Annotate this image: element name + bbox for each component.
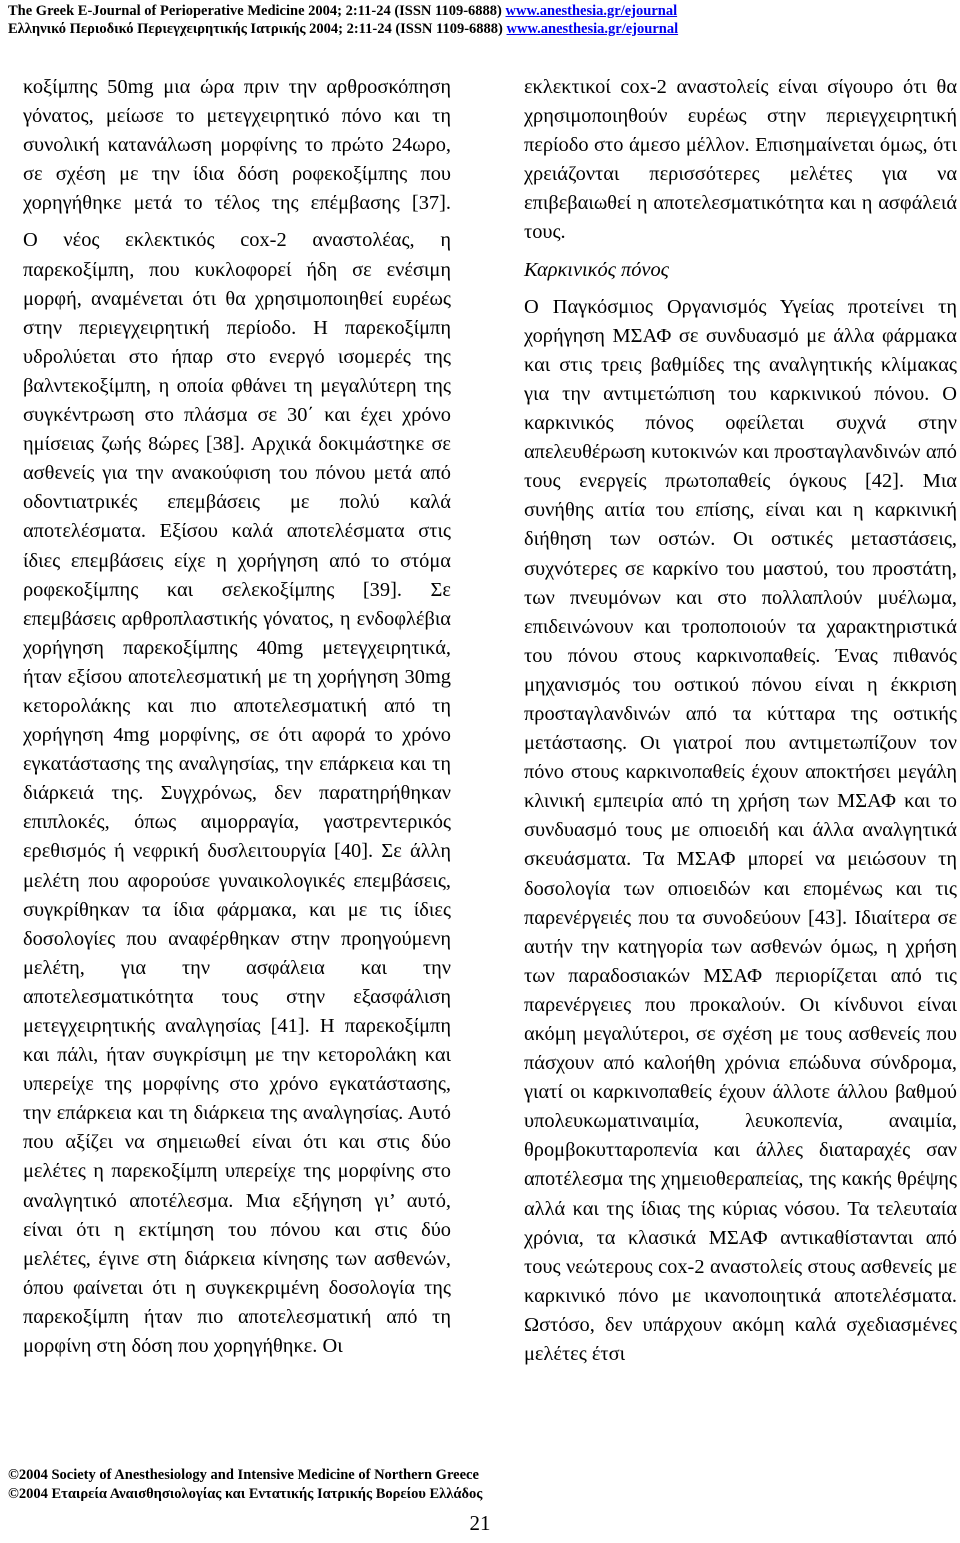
right-paragraph-2: Ο Παγκόσμιος Οργανισμός Υγείας προτείνει τη χορήγηση ΜΣΑΦ σε συνδυασμό με άλλα φάρμακα και στις τρεις βαθμίδες της αναλγητικής κλίμακας για την αντιμετώπιση του καρκινικού πόνου. Ο καρκινικός πόνος οφείλεται συχνά στην απελευθέρωση κυτοκινών και προσταγλανδινών από τους ενεργείς πρωτοπαθείς όγκους [42]. Μια συνήθης αιτία του επίσης, είναι και η καρκινική διήθηση των οστών. Οι οστικές μεταστάσεις, συχνότερες σε καρκίνο του μαστού, του προστάτη, των πνευμόνων και στο πολλαπλούν μυέλωμα, επιδεινώνουν και τροποποιούν τα χαρακτηριστικά του πόνου στους καρκινοπαθείς. Ένας πιθανός μηχανισμός του οστικού πόνου είναι η έκκριση προσταγλανδινών από τα κύτταρα της οστικής μετάστασης. Οι γιατροί που αντιμετωπίζουν τον πόνο στους καρκινοπαθείς έχουν αποκτήσει μεγάλη κλινική εμπειρία από τη χρήση των ΜΣΑΦ και το συνδυασμό τους με οπιοειδή και άλλα αναλγητικά σκευάσματα. Τα ΜΣΑΦ μπορεί να μειώσουν τη δοσολογία των οπιοειδών και επομένως και τις παρενέργειές που τα συνοδεύουν [43]. Ιδιαίτερα σε αυτήν την κατηγορία των ασθενών όμως, η χρήση των παραδοσιακών ΜΣΑΦ περιορίζεται από τις παρενέργειες που προκαλούν. Οι κίνδυνοι είναι ακόμη μεγαλύτεροι, σε σχέση με τους ασθενείς που πάσχουν από καλοήθη χρόνια επώδυνα σύνδρομα, γιατί οι καρκινοπαθείς έχουν άλλοτε άλλου βαθμού υπολευκωματιναιμία, λευκοπενία, αναιμία, θρομβοκυτταροπενία και άλλες διαταραχές σαν αποτέλεσμα της χημειοθεραπείας, της κακής θρέψης αλλά και της ίδιας της κύριας νόσου. Τα τελευταία χρόνια, τα κλασικά ΜΣΑΦ αντικαθίστανται από τους νεώτερους cox-2 αναστολείς στους ασθενείς με καρκινικό πόνο με ικανοποιητικά αποτελέσματα. Ωστόσο, δεν υπάρχουν ακόμη καλά σχεδιασμένες μελέτες έτσι [524, 295, 957, 1366]
section-subheading: Καρκινικός πόνος [524, 258, 669, 281]
page-number: 21 [469, 1511, 491, 1535]
header-citation-english: The Greek E-Journal of Perioperative Medicine 2004; 2:11-24 (ISSN 1109-6888) [8, 3, 506, 19]
journal-header [8, 2, 948, 38]
header-citation-greek: Ελληνικό Περιοδικό Περιεγχειρητικής Ιατρικής 2004; 2:11-24 (ISSN 1109-6888) [8, 21, 507, 37]
header-line-greek [8, 20, 948, 38]
journal-url-link-greek[interactable]: www.anesthesia.gr/ejournal [506, 21, 679, 37]
journal-url-link[interactable]: www.anesthesia.gr/ejournal [505, 3, 678, 19]
left-column [23, 73, 451, 1361]
right-paragraph-1: εκλεκτικοί cox-2 αναστολείς είναι σίγουρο ότι θα χρησιμοποιηθούν ευρέως στην περιεγχειρητική περίοδο στο άμεσο μέλλον. Επισημαίνεται όμως, ότι χρειάζονται περισσότερες μελέτες για να επιβεβαιωθεί η αποτελεσματικότητα και η ασφάλειά τους. [524, 76, 957, 244]
left-paragraph-1: κοξίμπης 50mg μια ώρα πριν την αρθροσκόπηση γόνατος, μείωσε το μετεγχειρητικό πόνο και τη συνολική κατανάλωση μορφίνης το πρώτο 24ωρο, σε σχέση με την ίδια δόση ροφεκοξίμπης που χορηγήθηκε μετά το τέλος της επέμβασης [37]. [23, 76, 451, 215]
copyright-greek: ©2004 Εταιρεία Αναισθησιολογίας και Εντατικής Ιατρικής Βορείου Ελλάδος [8, 1486, 483, 1502]
header-line-english [8, 2, 948, 20]
copyright-footer [8, 1466, 482, 1504]
copyright-english: ©2004 Society of Anesthesiology and Intensive Medicine of Northern Greece [8, 1467, 479, 1483]
right-column [524, 73, 957, 1369]
left-paragraph-2: Ο νέος εκλεκτικός cox-2 αναστολέας, η παρεκοξίμπη, που κυκλοφορεί ήδη σε ενέσιμη μορφή, αναμένεται ότι θα χρησιμοποιηθεί ευρέως στην περιεγχειρητική περίοδο. Η παρεκοξίμπη υδρολύεται στο ήπαρ στο ενεργό ισομερές της βαλντεκοξίμπη, η οποία φθάνει τη μεγαλύτερη της συγκέντρωση στο πλάσμα σε 30΄ και έχει χρόνο ημίσειας ζωής 8ώρες [38]. Αρχικά δοκιμάστηκε σε ασθενείς για την ανακούφιση του πόνου μετά από οδοντιατρικές επεμβάσεις με πολύ καλά αποτελέσματα. Εξίσου καλά αποτελέσματα στις ίδιες επεμβάσεις είχε η χορήγηση από το στόμα ροφεκοξίμπης και σελεκοξίμπης [39]. Σε επεμβάσεις αρθροπλαστικής γόνατος, η ενδοφλέβια χορήγηση παρεκοξίμπης 40mg μετεγχειρητικά, ήταν εξίσου αποτελεσματική με τη χορήγηση 30mg κετορολάκης και πιο αποτελεσματική από τη χορήγηση 4mg μορφίνης, σε ότι αφορά το χρόνο εγκατάστασης της αναλγησίας, την επάρκεια και τη διάρκειά της. Συγχρόνως, δεν παρατηρήθηκαν επιπλοκές, όπως αιμορραγία, γαστρεντερικός ερεθισμός ή νεφρική δυσλειτουργία [40]. Σε άλλη μελέτη που αφορούσε γυναικολογικές επεμβάσεις, συγκρίθηκαν τα ίδια φάρμακα, και με τις ίδιες δοσολογίες που αναφέρθηκαν στην προηγούμενη μελέτη, για την ασφάλεια και την αποτελεσματικότητα τους στην εξασφάλιση μετεγχειρητικής αναλγησίας [41]. Η παρεκοξίμπη και πάλι, ήταν συγκρίσιμη με την κετορολάκη και υπερείχε της μορφίνης στο χρόνο εγκατάστασης, την επάρκεια και τη διάρκεια της αναλγησίας. Αυτό που αξίζει να σημειωθεί είναι ότι και στις δύο μελέτες η παρεκοξίμπη υπερείχε της μορφίνης στο αναλγητικό αποτέλεσμα. Μια εξήγηση γι’ αυτό, είναι ότι η εκτίμηση του πόνου και στις δύο μελέτες, έγινε στη διάρκεια κίνησης των ασθενών, όπου φαίνεται ότι η συγκεκριμένη δοσολογία της παρεκοξίμπη ήταν πιο αποτελεσματική από τη μορφίνη στη δόση που χορηγήθηκε. Οι [23, 229, 451, 1358]
